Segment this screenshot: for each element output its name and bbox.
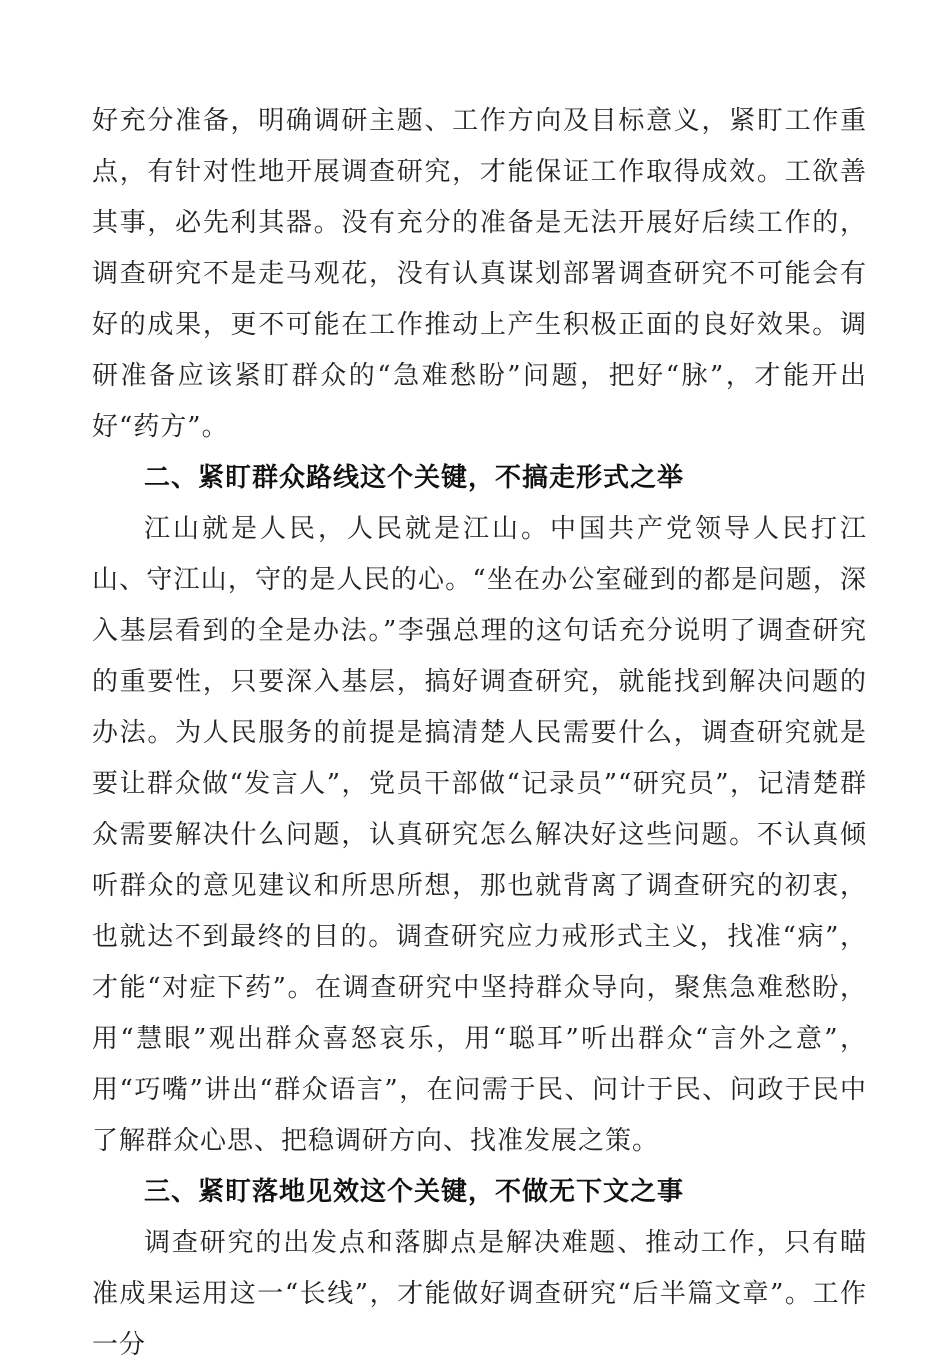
paragraph-2: 江山就是人民，人民就是江山。中国共产党领导人民打江山、守江山，守的是人民的心。“坐在办公室碰到的都是问题，深入基层看到的全是办法。”李强总理的这句话充分说明了调查研究的重要性，只要深入基层，搞好调查研究，就能找到解决问题的办法。为人民服务的前提是搞清楚人民需要什么，调查研究就是要让群众做“发言人”，党员干部做“记录员”“研究员”，记清楚群众需要解决什么问题，认真研究怎么解决好这些问题。不认真倾听群众的意见建议和所思所想，那也就背离了调查研究的初衷，也就达不到最终的目的。调查研究应力戒形式主义，找准“病”，才能“对症下药”。在调查研究中坚持群众导向，聚焦急难愁盼，用“慧眼”观出群众喜怒哀乐，用“聪耳”听出群众“言外之意”，用“巧嘴”讲出“群众语言”，在问需于民、问计于民、问政于民中了解群众心思、把稳调研方向、找准发展之策。 [92, 514, 867, 1156]
paragraph-3: 调查研究的出发点和落脚点是解决难题、推动工作，只有瞄准成果运用这一“长线”，才能做好调查研究“后半篇文章”。工作一分 [92, 1228, 867, 1360]
paragraph-1: 好充分准备，明确调研主题、工作方向及目标意义，紧盯工作重点，有针对性地开展调查研究，才能保证工作取得成效。工欲善其事，必先利其器。没有充分的准备是无法开展好后续工作的，调查研究不是走马观花，没有认真谋划部署调查研究不可能会有好的成果，更不可能在工作推动上产生积极正面的良好效果。调研准备应该紧盯群众的“急难愁盼”问题，把好“脉”，才能开出好“药方”。 [92, 106, 867, 442]
section-heading-2: 二、紧盯群众路线这个关键，不搞走形式之举 [144, 463, 685, 493]
section-heading-3: 三、紧盯落地见效这个关键，不做无下文之事 [144, 1177, 685, 1207]
document-body [92, 96, 867, 1371]
